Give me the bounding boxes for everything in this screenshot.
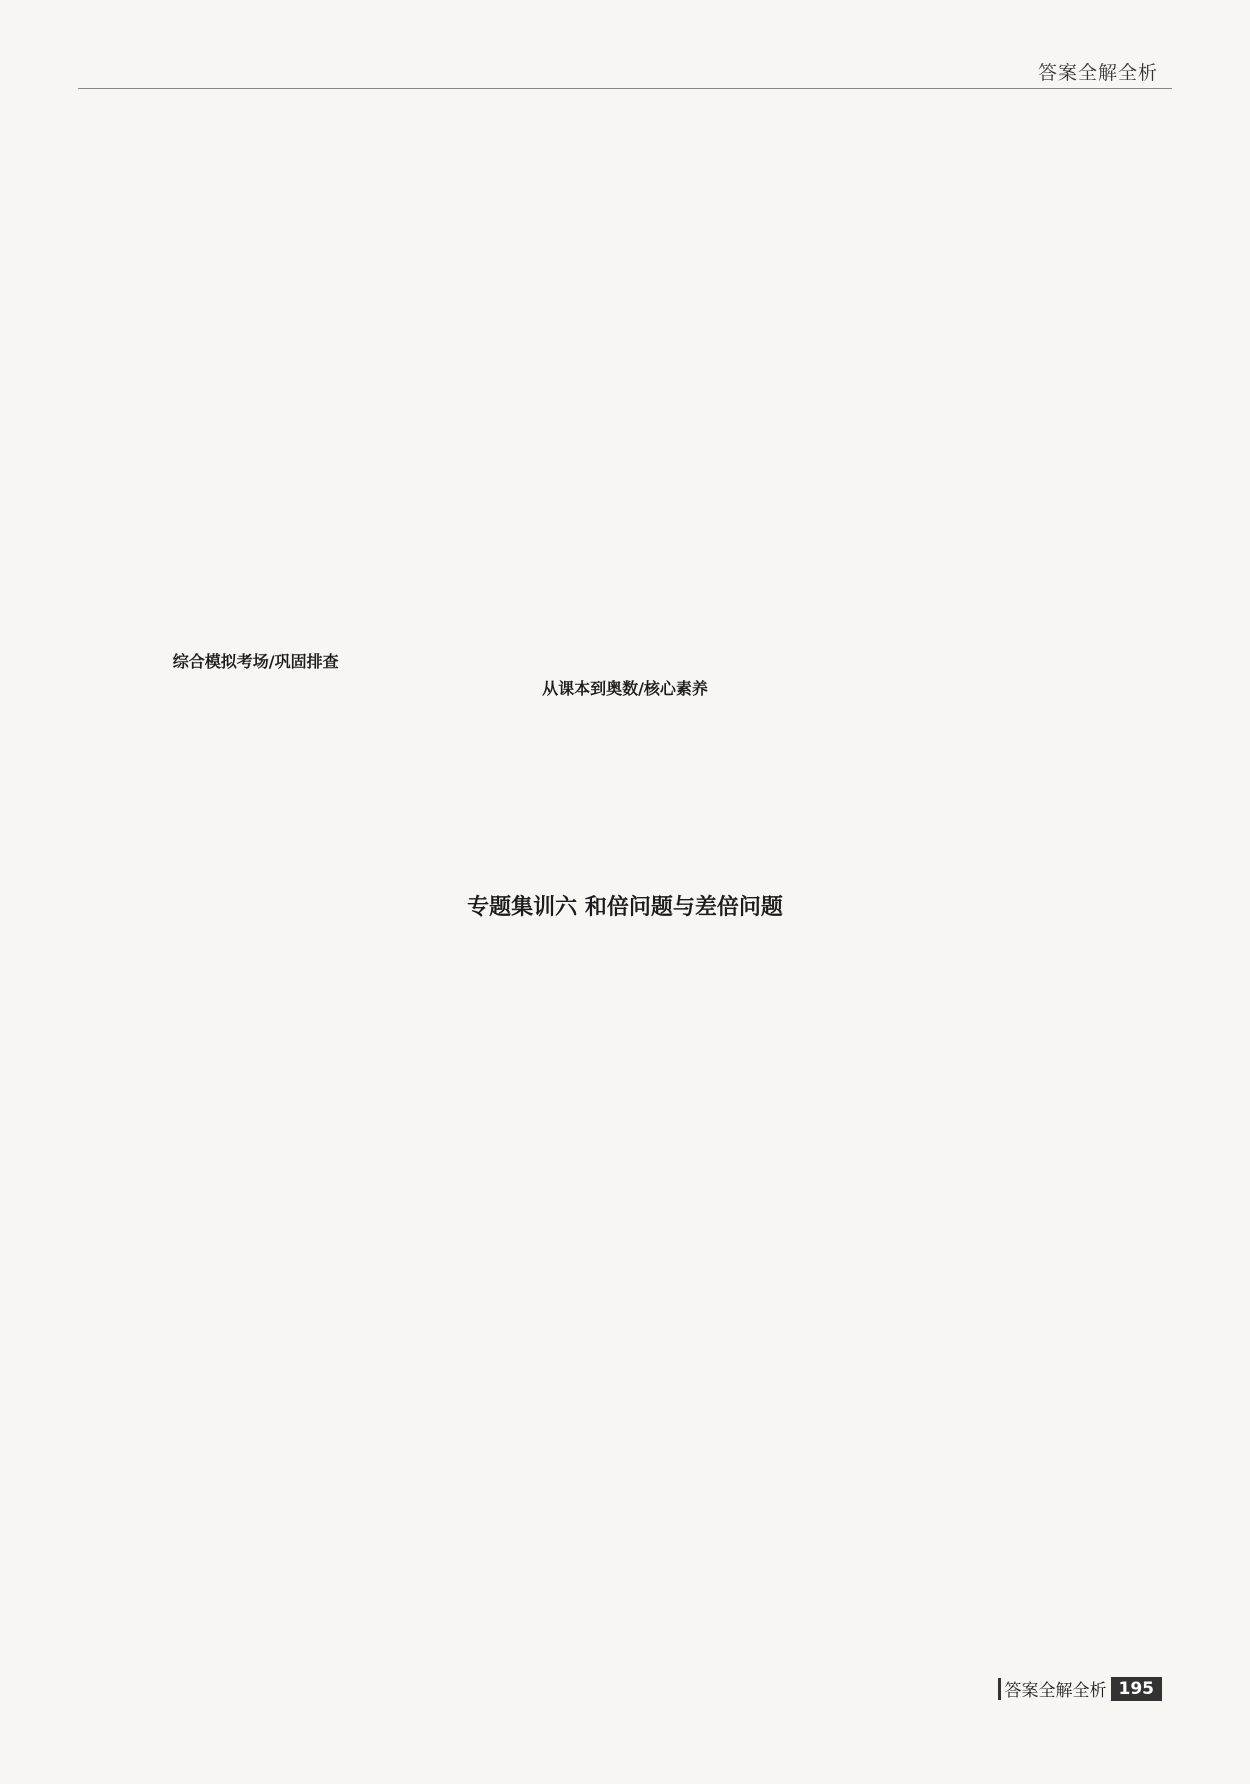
text-line xyxy=(457,1469,792,1496)
text-line xyxy=(88,1442,423,1469)
text-line xyxy=(457,210,792,237)
text-line xyxy=(88,429,423,456)
text-line xyxy=(457,1113,792,1140)
text-line xyxy=(457,1332,792,1359)
text-line xyxy=(827,1305,1162,1332)
text-line xyxy=(88,1004,423,1031)
text-line xyxy=(88,1168,423,1195)
text-line xyxy=(827,483,1162,510)
section-heading: 从课本到奥数/核心素养 xyxy=(542,679,708,699)
text-line xyxy=(827,401,1162,428)
text-line xyxy=(457,1304,792,1331)
text-line xyxy=(827,237,1162,264)
text-line xyxy=(827,730,1162,757)
page-number: 195 xyxy=(1111,1677,1163,1701)
text-line xyxy=(88,730,423,757)
text-line xyxy=(88,566,423,593)
text-line xyxy=(827,347,1162,374)
text-line xyxy=(827,1415,1162,1442)
text-line xyxy=(88,1360,423,1387)
text-line xyxy=(88,894,423,921)
text-line xyxy=(457,1085,792,1112)
text-line xyxy=(88,867,423,894)
text-line xyxy=(457,100,792,127)
text-line xyxy=(88,456,423,483)
text-line xyxy=(827,1141,1162,1168)
text-line xyxy=(457,237,792,264)
text-line xyxy=(457,264,792,291)
text-line xyxy=(88,840,423,867)
text-line xyxy=(827,1552,1162,1579)
text-line xyxy=(457,1524,792,1551)
section-title: 专题集训六 和倍问题与差倍问题 xyxy=(467,895,783,921)
text-line xyxy=(827,922,1162,949)
text-line xyxy=(827,1223,1162,1250)
text-line xyxy=(88,675,423,702)
text-line xyxy=(457,1140,792,1167)
text-line xyxy=(88,264,423,291)
text-line xyxy=(457,1058,792,1085)
text-line xyxy=(88,127,423,154)
text-line xyxy=(827,456,1162,483)
text-line xyxy=(457,703,792,730)
text-line xyxy=(88,1415,423,1442)
text-line xyxy=(457,948,792,975)
text-line xyxy=(457,812,792,839)
text-line xyxy=(457,1250,792,1277)
text-line xyxy=(457,1551,792,1578)
text-line xyxy=(827,620,1162,647)
text-line xyxy=(88,1031,423,1058)
text-line xyxy=(457,1031,792,1058)
text-line xyxy=(88,1524,423,1551)
text-line xyxy=(827,264,1162,291)
text-line xyxy=(457,1167,792,1194)
header-rule xyxy=(78,88,1172,89)
text-line xyxy=(88,812,423,839)
text-line xyxy=(88,1250,423,1277)
text-line xyxy=(827,1333,1162,1360)
text-line xyxy=(88,210,423,237)
text-line xyxy=(88,1086,423,1113)
text-line xyxy=(88,182,423,209)
footer-label: 答案全解全析 xyxy=(1004,1681,1107,1701)
text-line xyxy=(827,894,1162,921)
text-line xyxy=(827,1004,1162,1031)
text-line xyxy=(88,511,423,538)
text-line xyxy=(457,1222,792,1249)
text-line xyxy=(827,1113,1162,1140)
text-line xyxy=(827,1031,1162,1058)
text-line xyxy=(457,1414,792,1441)
text-line xyxy=(88,155,423,182)
text-line xyxy=(88,785,423,812)
text-line xyxy=(827,867,1162,894)
text-line xyxy=(88,949,423,976)
text-line xyxy=(827,1059,1162,1086)
text-line xyxy=(827,593,1162,620)
text-line xyxy=(88,347,423,374)
text-line xyxy=(457,648,792,675)
text-line xyxy=(457,319,792,346)
text-line xyxy=(88,1113,423,1140)
text-line xyxy=(827,429,1162,456)
text-line xyxy=(88,593,423,620)
text-line xyxy=(827,1360,1162,1387)
text-line xyxy=(88,1470,423,1497)
text-line xyxy=(827,292,1162,319)
text-line xyxy=(88,1223,423,1250)
text-line xyxy=(827,1278,1162,1305)
text-line xyxy=(457,292,792,319)
text-line xyxy=(88,1497,423,1524)
text-line xyxy=(827,210,1162,237)
text-line xyxy=(457,867,792,894)
text-line xyxy=(88,1059,423,1086)
text-line xyxy=(88,1196,423,1223)
text-line xyxy=(827,511,1162,538)
column-1 xyxy=(88,100,423,1656)
text-line xyxy=(827,1168,1162,1195)
text-line xyxy=(88,1606,423,1633)
text-line xyxy=(88,620,423,647)
text-line xyxy=(457,429,792,456)
text-line xyxy=(827,1606,1162,1633)
text-line xyxy=(457,182,792,209)
text-line xyxy=(88,1141,423,1168)
text-line xyxy=(827,648,1162,675)
text-line xyxy=(88,483,423,510)
text-line xyxy=(827,785,1162,812)
text-line xyxy=(827,1250,1162,1277)
text-line xyxy=(827,1442,1162,1469)
footer xyxy=(998,1676,1163,1701)
text-line xyxy=(457,566,792,593)
text-line xyxy=(827,1086,1162,1113)
text-line xyxy=(457,1496,792,1523)
answer-columns xyxy=(88,100,1162,1656)
text-line xyxy=(827,1470,1162,1497)
text-line xyxy=(457,785,792,812)
text-line xyxy=(457,347,792,374)
text-line xyxy=(827,566,1162,593)
text-line xyxy=(457,620,792,647)
text-line xyxy=(88,922,423,949)
text-line xyxy=(827,155,1162,182)
text-line xyxy=(457,483,792,510)
text-line xyxy=(457,976,792,1003)
text-line xyxy=(827,1387,1162,1414)
text-line xyxy=(457,1277,792,1304)
text-line xyxy=(457,511,792,538)
text-line xyxy=(827,182,1162,209)
text-line xyxy=(88,1579,423,1606)
text-line xyxy=(88,1333,423,1360)
text-line xyxy=(88,1552,423,1579)
text-line xyxy=(827,675,1162,702)
text-line xyxy=(457,1195,792,1222)
text-line xyxy=(827,1196,1162,1223)
text-line xyxy=(827,127,1162,154)
text-line xyxy=(457,1003,792,1030)
text-line xyxy=(457,538,792,565)
text-line xyxy=(88,1387,423,1414)
text-line xyxy=(457,1578,792,1605)
text-line xyxy=(457,1441,792,1468)
section-heading: 综合模拟考场/巩固排查 xyxy=(172,651,339,671)
text-line xyxy=(88,374,423,401)
text-line xyxy=(457,730,792,757)
text-line xyxy=(827,100,1162,127)
text-line xyxy=(88,1305,423,1332)
text-line xyxy=(457,1387,792,1414)
text-line xyxy=(827,840,1162,867)
text-line xyxy=(827,703,1162,730)
text-line xyxy=(827,757,1162,784)
text-line xyxy=(827,1524,1162,1551)
text-line xyxy=(88,977,423,1004)
text-line xyxy=(88,319,423,346)
text-line xyxy=(88,538,423,565)
text-line xyxy=(457,456,792,483)
text-line xyxy=(457,127,792,154)
text-line xyxy=(827,949,1162,976)
text-line xyxy=(457,155,792,182)
column-3 xyxy=(827,100,1162,1656)
text-line xyxy=(827,812,1162,839)
text-line xyxy=(457,757,792,784)
column-2 xyxy=(457,100,792,1656)
text-line xyxy=(457,1359,792,1386)
text-line xyxy=(88,292,423,319)
footer-bar xyxy=(998,1678,1001,1700)
text-line xyxy=(88,1278,423,1305)
text-line xyxy=(88,100,423,127)
text-line xyxy=(88,757,423,784)
text-line xyxy=(457,593,792,620)
text-line xyxy=(827,319,1162,346)
text-line xyxy=(88,401,423,428)
text-line xyxy=(827,1497,1162,1524)
text-line xyxy=(88,237,423,264)
text-line xyxy=(827,374,1162,401)
text-line xyxy=(827,538,1162,565)
header-title: 答案全解全析 xyxy=(1037,62,1158,84)
text-line xyxy=(88,703,423,730)
text-line xyxy=(827,977,1162,1004)
text-line xyxy=(457,840,792,867)
text-line xyxy=(827,1579,1162,1606)
text-line xyxy=(457,401,792,428)
text-line xyxy=(457,374,792,401)
